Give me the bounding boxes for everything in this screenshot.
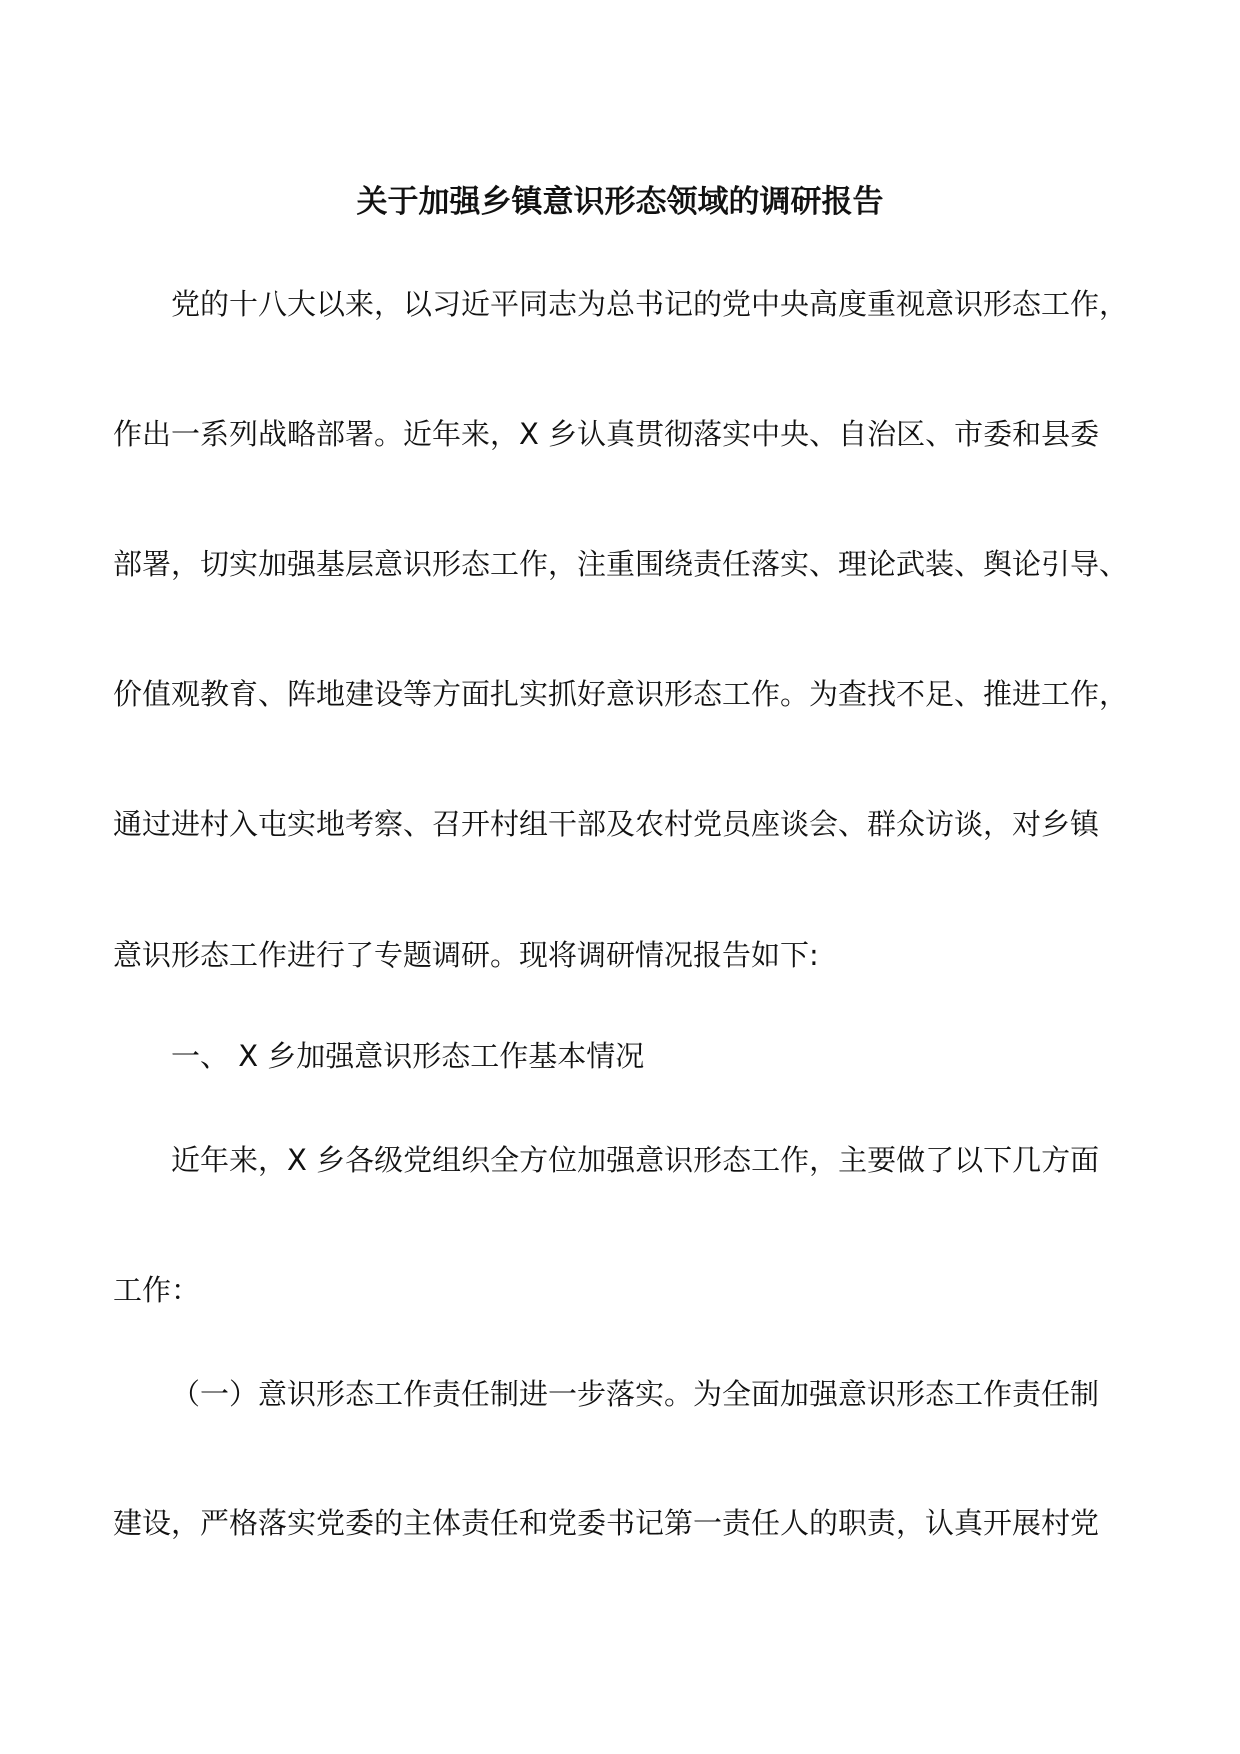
section-heading: 一、 X 乡加强意识形态工作基本情况 bbox=[171, 1039, 645, 1073]
paragraph-line: 意识形态工作进行了专题调研。现将调研情况报告如下: bbox=[113, 938, 819, 972]
subsection-line: （一）意识形态工作责任制进一步落实。为全面加强意识形态工作责任制 bbox=[171, 1377, 1100, 1411]
paragraph-line: 作出一系列战略部署。近年来，X 乡认真贯彻落实中央、自治区、市委和县委 bbox=[113, 417, 1100, 451]
document-title: 关于加强乡镇意识形态领域的调研报告 bbox=[356, 184, 884, 220]
paragraph-line: 建设，严格落实党委的主体责任和党委书记第一责任人的职责，认真开展村党 bbox=[113, 1506, 1100, 1540]
paragraph-line: 近年来，X 乡各级党组织全方位加强意识形态工作，主要做了以下几方面 bbox=[171, 1143, 1100, 1177]
paragraph-line: 价值观教育、阵地建设等方面扎实抓好意识形态工作。为查找不足、推进工作， bbox=[113, 677, 1129, 711]
paragraph-line: 党的十八大以来，以习近平同志为总书记的党中央高度重视意识形态工作， bbox=[171, 287, 1129, 321]
paragraph-line: 工作： bbox=[113, 1273, 201, 1307]
paragraph-line: 通过进村入屯实地考察、召开村组干部及农村党员座谈会、群众访谈，对乡镇 bbox=[113, 807, 1100, 841]
paragraph-line: 部署，切实加强基层意识形态工作，注重围绕责任落实、理论武装、舆论引导、 bbox=[113, 547, 1129, 581]
